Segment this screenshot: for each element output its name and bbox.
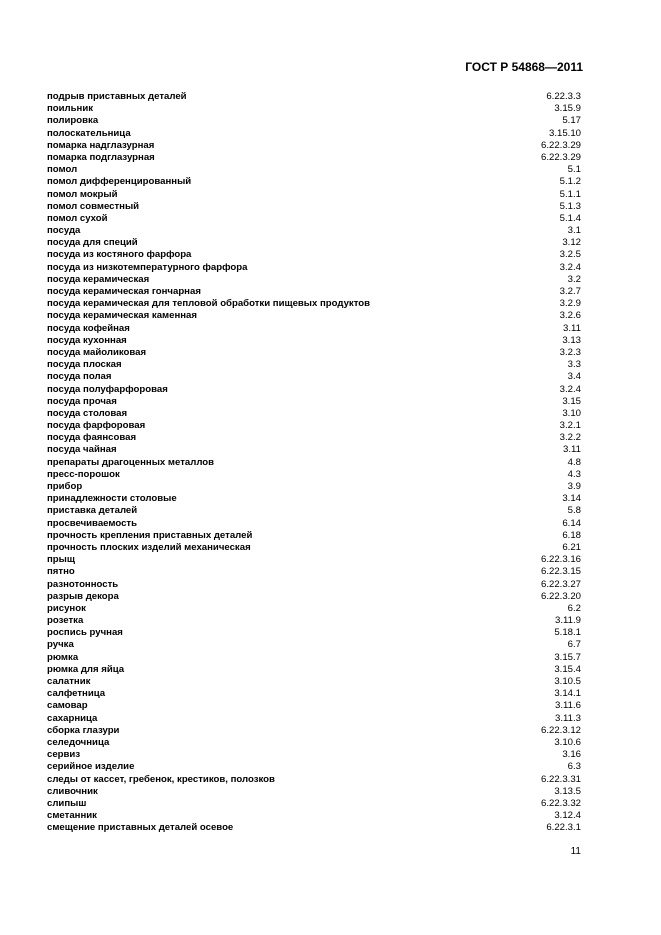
index-reference: 3.11.9 xyxy=(555,615,581,627)
index-term: серийное изделие xyxy=(47,761,135,773)
index-term: посуда полая xyxy=(47,371,112,383)
index-term: салфетница xyxy=(47,688,106,700)
index-term: просвечиваемость xyxy=(47,517,138,529)
index-reference: 3.14.1 xyxy=(554,688,581,700)
index-reference: 3.12 xyxy=(562,237,581,249)
index-reference: 3.10.5 xyxy=(554,676,581,687)
index-reference: 6.22.3.31 xyxy=(540,773,581,785)
index-reference: 3.2.2 xyxy=(559,432,581,444)
index-term: пресс-порошок xyxy=(47,468,120,480)
index-reference: 3.10 xyxy=(562,407,581,419)
index-reference: 3.4 xyxy=(567,371,581,383)
index-reference: 4.8 xyxy=(567,456,581,468)
index-reference: 3.2.5 xyxy=(559,249,581,261)
index-entry xyxy=(47,737,583,749)
index-entry xyxy=(47,274,583,286)
index-reference: 3.15.9 xyxy=(554,103,581,115)
index-entry xyxy=(47,91,583,103)
index-reference: 3.11.3 xyxy=(555,712,581,724)
index-entry xyxy=(47,725,583,737)
index-entry xyxy=(47,323,583,335)
index-term: посуда xyxy=(47,225,81,237)
index-term: прочность плоских изделий механическая xyxy=(47,541,251,553)
subject-index-list xyxy=(47,91,583,834)
index-reference: 3.3 xyxy=(567,359,581,371)
index-term: полоскательница xyxy=(47,127,131,139)
index-entry xyxy=(47,432,583,444)
index-entry xyxy=(47,591,583,603)
index-entry xyxy=(47,713,583,725)
index-term: розетка xyxy=(47,615,84,627)
index-entry xyxy=(47,469,583,481)
index-reference: 6.22.3.16 xyxy=(540,554,581,566)
index-term: рюмка для яйца xyxy=(47,663,125,675)
index-entry xyxy=(47,627,583,639)
index-entry xyxy=(47,676,583,688)
index-reference: 5.1.2 xyxy=(559,176,581,188)
index-term: посуда фарфоровая xyxy=(47,420,146,432)
index-entry xyxy=(47,237,583,249)
index-reference: 3.9 xyxy=(567,481,581,492)
index-term: посуда керамическая каменная xyxy=(47,310,197,322)
index-term: сборка глазури xyxy=(47,724,120,736)
index-entry xyxy=(47,457,583,469)
index-entry xyxy=(47,505,583,517)
index-reference: 3.15 xyxy=(562,395,581,407)
index-reference: 3.16 xyxy=(562,749,581,761)
index-reference: 5.18.1 xyxy=(554,627,581,639)
index-term: помол сухой xyxy=(47,212,108,224)
index-reference: 6.22.3.29 xyxy=(540,139,581,151)
index-term: следы от кассет, гребенок, крестиков, полозков xyxy=(47,773,275,785)
index-entry xyxy=(47,603,583,615)
index-entry xyxy=(47,371,583,383)
index-reference: 3.13.5 xyxy=(554,785,581,797)
index-reference: 6.7 xyxy=(567,639,581,651)
index-reference: 6.22.3.12 xyxy=(540,724,581,736)
index-term: посуда майоликовая xyxy=(47,346,147,358)
index-term: слипыш xyxy=(47,797,87,809)
index-entry xyxy=(47,786,583,798)
index-reference: 5.1.4 xyxy=(559,212,581,224)
index-entry xyxy=(47,554,583,566)
index-entry xyxy=(47,213,583,225)
index-term: прибор xyxy=(47,481,83,492)
index-term: пятно xyxy=(47,566,75,578)
index-term: приставка деталей xyxy=(47,505,138,517)
index-entry xyxy=(47,810,583,822)
index-reference: 5.8 xyxy=(567,505,581,517)
index-entry xyxy=(47,140,583,152)
index-entry xyxy=(47,530,583,542)
index-term: сахарница xyxy=(47,712,98,724)
index-reference: 3.14 xyxy=(562,493,581,505)
index-reference: 3.2.6 xyxy=(559,310,581,322)
index-entry xyxy=(47,774,583,786)
index-entry xyxy=(47,115,583,127)
index-entry xyxy=(47,493,583,505)
index-term: посуда керамическая для тепловой обработки пищевых продуктов xyxy=(47,298,371,310)
index-term: разнотонность xyxy=(47,578,119,590)
index-term: посуда плоская xyxy=(47,359,122,371)
index-term: посуда столовая xyxy=(47,407,128,419)
index-entry xyxy=(47,615,583,627)
index-entry xyxy=(47,152,583,164)
index-term: сервиз xyxy=(47,749,81,761)
index-entry xyxy=(47,189,583,201)
index-entry xyxy=(47,420,583,432)
index-term: поильник xyxy=(47,103,94,115)
index-term: посуда фаянсовая xyxy=(47,432,137,444)
index-reference: 6.14 xyxy=(562,517,581,529)
index-reference: 5.1.1 xyxy=(559,188,581,200)
index-term: рюмка xyxy=(47,651,79,663)
index-term: посуда керамическая xyxy=(47,273,150,285)
index-term: смещение приставных деталей осевое xyxy=(47,822,234,834)
index-entry xyxy=(47,822,583,834)
index-entry xyxy=(47,444,583,456)
index-term: полировка xyxy=(47,115,99,127)
index-term: салатник xyxy=(47,676,91,687)
index-reference: 3.15.7 xyxy=(554,651,581,663)
document-header-code: ГОСТ Р 54868—2011 xyxy=(465,60,583,74)
index-term: посуда полуфарфоровая xyxy=(47,383,168,395)
index-entry xyxy=(47,298,583,310)
index-term: подрыв приставных деталей xyxy=(47,91,187,102)
index-entry xyxy=(47,347,583,359)
index-term: сливочник xyxy=(47,785,98,797)
index-reference: 6.22.3.29 xyxy=(540,151,581,163)
index-entry xyxy=(47,384,583,396)
index-term: самовар xyxy=(47,700,88,712)
index-reference: 3.10.6 xyxy=(554,736,581,748)
index-entry xyxy=(47,700,583,712)
index-term: роспись ручная xyxy=(47,627,123,639)
page-number: 11 xyxy=(570,846,581,857)
index-entry xyxy=(47,749,583,761)
index-reference: 3.11 xyxy=(563,444,581,456)
index-entry xyxy=(47,652,583,664)
index-entry xyxy=(47,639,583,651)
index-term: помол дифференцированный xyxy=(47,176,192,188)
index-entry xyxy=(47,359,583,371)
index-term: прочность крепления приставных деталей xyxy=(47,529,253,541)
index-reference: 3.1 xyxy=(567,225,581,237)
index-reference: 4.3 xyxy=(567,468,581,480)
index-reference: 3.2.1 xyxy=(559,420,581,432)
index-term: посуда из низкотемпературного фарфора xyxy=(47,261,248,273)
index-reference: 3.2.3 xyxy=(559,346,581,358)
index-reference: 3.2.7 xyxy=(559,286,581,297)
index-entry xyxy=(47,262,583,274)
index-term: ручка xyxy=(47,639,74,651)
index-reference: 6.22.3.20 xyxy=(540,590,581,602)
index-reference: 3.11.6 xyxy=(555,700,581,712)
index-reference: 3.2.4 xyxy=(559,383,581,395)
index-reference: 6.22.3.27 xyxy=(540,578,581,590)
index-entry xyxy=(47,103,583,115)
index-term: помарка надглазурная xyxy=(47,139,155,151)
index-reference: 6.3 xyxy=(567,761,581,773)
index-reference: 6.22.3.32 xyxy=(540,797,581,809)
index-reference: 3.15.10 xyxy=(548,127,581,139)
index-term: посуда из костяного фарфора xyxy=(47,249,192,261)
index-entry xyxy=(47,408,583,420)
index-entry xyxy=(47,225,583,237)
index-reference: 6.22.3.15 xyxy=(540,566,581,578)
index-entry xyxy=(47,164,583,176)
index-entry xyxy=(47,310,583,322)
index-term: посуда кухонная xyxy=(47,334,127,346)
index-reference: 3.2 xyxy=(567,273,581,285)
index-entry xyxy=(47,664,583,676)
index-term: разрыв декора xyxy=(47,590,119,602)
index-term: сметанник xyxy=(47,810,97,822)
index-entry xyxy=(47,249,583,261)
index-reference: 6.22.3.3 xyxy=(546,91,581,102)
index-entry xyxy=(47,542,583,554)
index-term: посуда кофейная xyxy=(47,322,130,334)
index-reference: 3.2.9 xyxy=(559,298,581,310)
index-entry xyxy=(47,798,583,810)
index-reference: 6.18 xyxy=(562,529,581,541)
index-term: принадлежности столовые xyxy=(47,493,177,505)
index-reference: 6.21 xyxy=(562,541,581,553)
index-term: препараты драгоценных металлов xyxy=(47,456,215,468)
index-reference: 6.2 xyxy=(567,602,581,614)
index-term: помол мокрый xyxy=(47,188,118,200)
index-entry xyxy=(47,396,583,408)
index-reference: 3.12.4 xyxy=(554,810,581,822)
index-entry xyxy=(47,176,583,188)
index-reference: 3.2.4 xyxy=(559,261,581,273)
index-entry xyxy=(47,518,583,530)
index-term: посуда чайная xyxy=(47,444,117,456)
index-reference: 6.22.3.1 xyxy=(546,822,581,834)
index-term: селедочница xyxy=(47,736,110,748)
index-entry xyxy=(47,201,583,213)
index-reference: 3.11 xyxy=(563,322,581,334)
index-term: посуда прочая xyxy=(47,395,117,407)
index-term: посуда для специй xyxy=(47,237,138,249)
index-reference: 3.15.4 xyxy=(554,663,581,675)
index-entry xyxy=(47,335,583,347)
index-term: помол xyxy=(47,164,78,176)
index-term: помол совместный xyxy=(47,200,140,212)
index-entry xyxy=(47,566,583,578)
index-term: рисунок xyxy=(47,602,86,614)
index-entry xyxy=(47,579,583,591)
index-term: посуда керамическая гончарная xyxy=(47,286,201,297)
index-entry xyxy=(47,128,583,140)
index-reference: 5.1.3 xyxy=(559,200,581,212)
index-entry xyxy=(47,761,583,773)
index-reference: 3.13 xyxy=(562,334,581,346)
index-term: помарка подглазурная xyxy=(47,151,155,163)
index-reference: 5.17 xyxy=(562,115,581,127)
index-entry xyxy=(47,286,583,298)
index-term: прыщ xyxy=(47,554,75,566)
index-entry xyxy=(47,481,583,493)
index-entry xyxy=(47,688,583,700)
index-reference: 5.1 xyxy=(567,164,581,176)
